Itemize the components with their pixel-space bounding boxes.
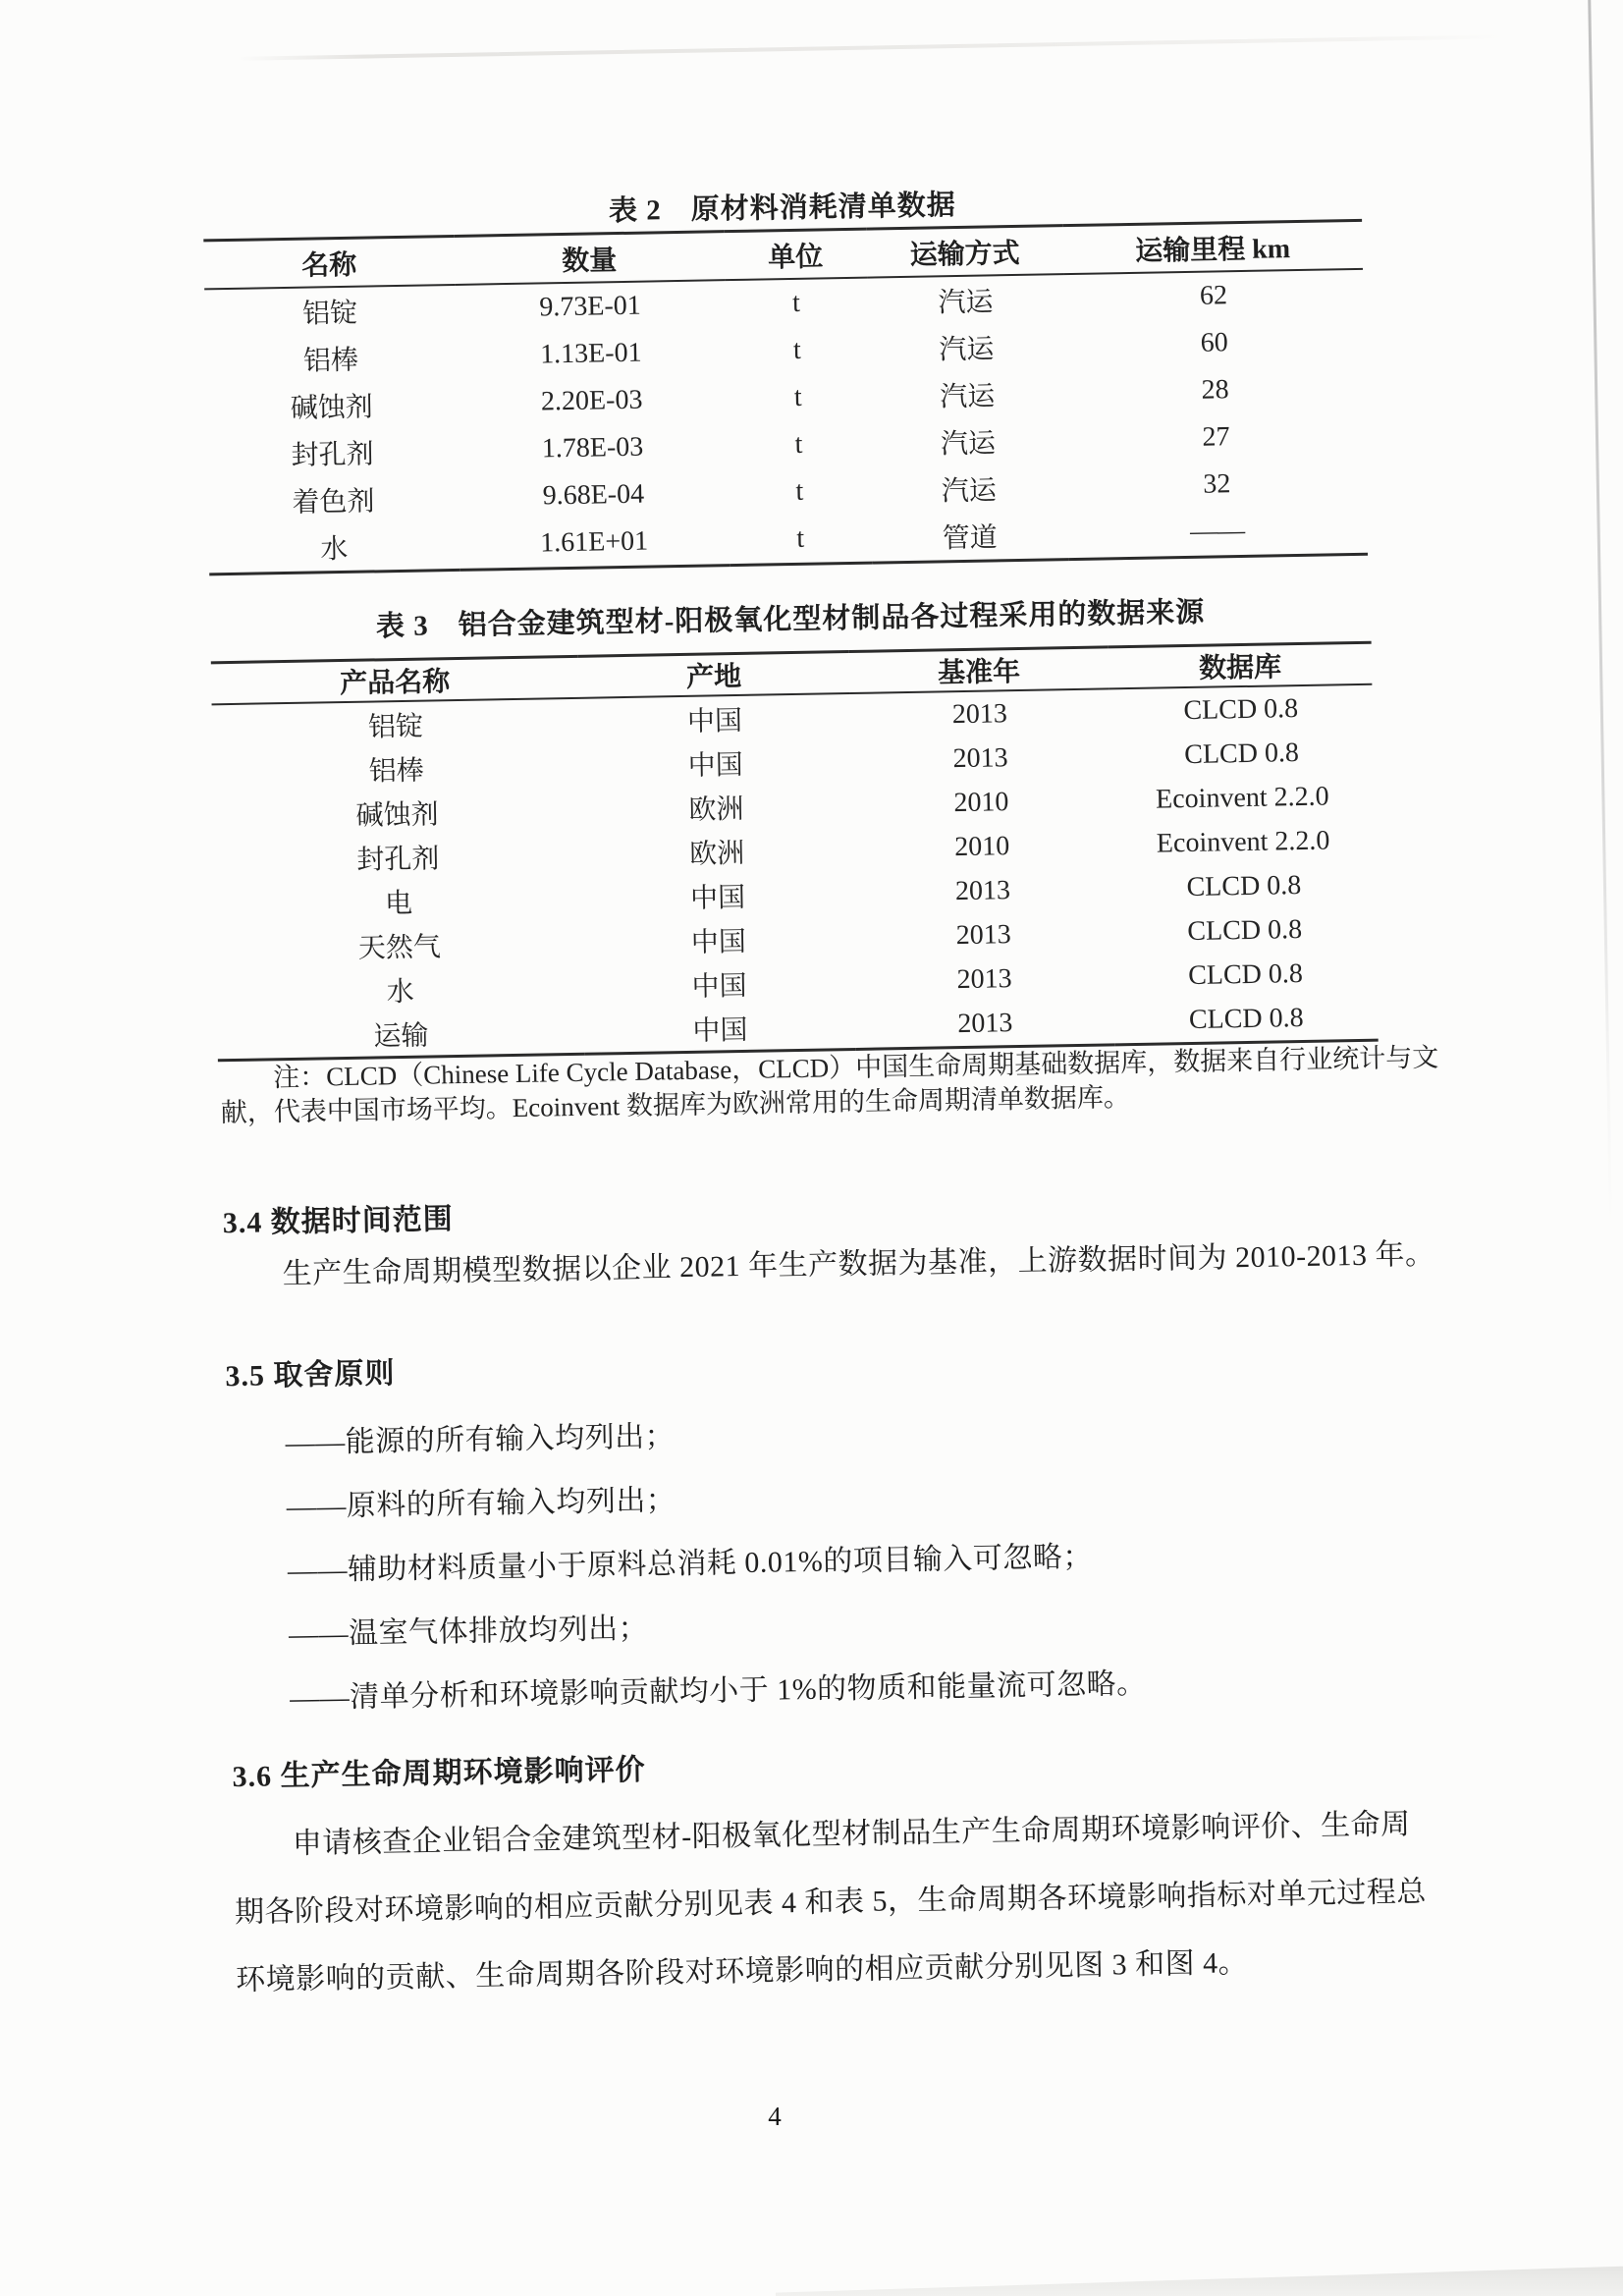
- table-cell: 着色剂: [292, 486, 375, 519]
- table-cell: 27: [1202, 421, 1230, 453]
- table-cell: 汽运: [938, 287, 994, 319]
- table-cell: CLCD 0.8: [1183, 737, 1300, 770]
- table-cell: t: [794, 428, 803, 460]
- table-cell: 中国: [689, 882, 746, 914]
- scan-fold-line-artifact: [1588, 0, 1612, 1230]
- table-cell: 2013: [954, 874, 1011, 906]
- table-cell: 32: [1203, 468, 1231, 500]
- table-cell: CLCD 0.8: [1183, 692, 1299, 726]
- table-cell: ——: [1189, 515, 1246, 547]
- table-cell: 1.78E-03: [541, 431, 644, 465]
- table-cell: 封孔剂: [291, 439, 374, 471]
- table-cell: 中国: [687, 749, 743, 782]
- column-header: 运输里程 km: [1062, 220, 1363, 274]
- table-cell: 铝棒: [368, 755, 425, 788]
- table-cell: CLCD 0.8: [1187, 913, 1303, 947]
- table-cell: 2013: [951, 697, 1008, 730]
- section-3-6-heading: 3.6 生产生命周期环境影响评价: [232, 1753, 646, 1794]
- table-cell: 中国: [691, 970, 747, 1003]
- table-cell: 电: [384, 888, 413, 919]
- column-header: 数量: [454, 232, 725, 285]
- table-cell: 中国: [690, 926, 747, 958]
- text-line: 注：CLCD（Chinese Life Cycle Database，CLCD）中国生命周期基础数据库，数据来自行业统计与文: [272, 1042, 1439, 1093]
- text-line: ——能源的所有输入均列出；: [285, 1420, 676, 1460]
- table-cell: 铝锭: [367, 711, 424, 743]
- table-cell: 2013: [952, 741, 1008, 774]
- table-cell: 2.20E-03: [540, 384, 643, 417]
- table-cell: 1.13E-01: [539, 337, 642, 370]
- table-cell: 铝锭: [301, 298, 358, 330]
- table-cell: CLCD 0.8: [1186, 869, 1302, 902]
- section-3-5-bullet-list: [285, 1412, 1146, 1716]
- column-header: 单位: [724, 229, 867, 280]
- table-cell: 铝棒: [302, 345, 359, 377]
- table-cell: t: [792, 334, 802, 365]
- table-cell: 中国: [692, 1014, 748, 1047]
- table-cell: 2013: [957, 1007, 1013, 1039]
- table3-caption: 表 3 铝合金建筑型材-阳极氧化型材制品各过程采用的数据来源: [375, 596, 1206, 643]
- table-cell: 60: [1200, 327, 1229, 358]
- table-cell: CLCD 0.8: [1188, 1002, 1304, 1035]
- table-cell: 28: [1201, 374, 1229, 406]
- table-cell: 2010: [953, 830, 1010, 862]
- column-header: 运输方式: [866, 226, 1063, 278]
- section-3-5-heading: 3.5 取舍原则: [225, 1357, 396, 1394]
- text-line: ——原料的所有输入均列出；: [286, 1484, 676, 1524]
- table-cell: 封孔剂: [356, 843, 440, 876]
- table-cell: 欧洲: [689, 838, 745, 870]
- table-cell: 水: [386, 976, 414, 1008]
- table-cell: 天然气: [357, 931, 442, 964]
- column-header: 基准年: [849, 647, 1109, 693]
- table-cell: 2010: [953, 786, 1009, 818]
- column-header: 数据库: [1109, 642, 1373, 688]
- table-cell: 2013: [955, 918, 1012, 951]
- text-line: ——辅助材料质量小于原料总消耗 0.01%的项目输入可忽略；: [287, 1540, 1094, 1588]
- table-cell: 汽运: [940, 428, 997, 461]
- table2-caption: 表 2 原材料消耗清单数据: [608, 190, 956, 228]
- table-cell: 2013: [956, 962, 1012, 995]
- table-cell: 汽运: [941, 475, 998, 508]
- table-cell: t: [795, 475, 804, 507]
- table-cell: 9.73E-01: [539, 290, 642, 323]
- text-line: 期各阶段对环境影响的相应贡献分别见表 4 和表 5，生命周期各环境影响指标对单元过程总: [234, 1875, 1428, 1930]
- table-cell: 欧洲: [688, 793, 744, 826]
- section-3-4-paragraph: 生产生命周期模型数据以企业 2021 年生产数据为基准，上游数据时间为 2010-2013 年。: [282, 1237, 1435, 1291]
- table-cell: 中国: [686, 705, 743, 738]
- table-cell: 运输: [373, 1020, 429, 1053]
- table2-body: [204, 269, 1368, 574]
- table-cell: 碱蚀剂: [355, 798, 439, 832]
- table-cell: 水: [320, 533, 349, 566]
- table-cell: 管道: [942, 522, 998, 555]
- table-cell: 汽运: [939, 381, 996, 413]
- table-cell: 碱蚀剂: [290, 392, 374, 424]
- table-cell: 62: [1199, 280, 1228, 311]
- table3-body: [212, 684, 1379, 1061]
- table-cell: t: [796, 522, 805, 554]
- text-line: ——温室气体排放均列出；: [288, 1612, 649, 1652]
- column-header: 产地: [578, 652, 850, 698]
- section-3-4-heading: 3.4 数据时间范围: [222, 1203, 455, 1240]
- table-cell: Ecoinvent 2.2.0: [1155, 781, 1329, 815]
- column-header: 名称: [203, 236, 455, 289]
- scan-smudge-artifact: [237, 34, 1503, 61]
- table-cell: t: [791, 287, 801, 318]
- text-line: 申请核查企业铝合金建筑型材-阳极氧化型材制品生产生命周期环境影响评价、生命周: [292, 1808, 1411, 1861]
- table-cell: CLCD 0.8: [1187, 957, 1304, 991]
- table-cell: Ecoinvent 2.2.0: [1156, 824, 1330, 859]
- text-line: 献，代表中国市场平均。Ecoinvent 数据库为欧洲常用的生命周期清单数据库。: [220, 1082, 1131, 1128]
- table-cell: 汽运: [939, 334, 995, 366]
- page-number: 4: [768, 2102, 782, 2131]
- table-cell: 9.68E-04: [542, 478, 645, 512]
- section-3-6-paragraph: [234, 1807, 1503, 1997]
- text-line: 环境影响的贡献、生命周期各阶段对环境影响的相应贡献分别见图 3 和图 4。: [235, 1946, 1249, 1997]
- text-line: ——清单分析和环境影响贡献均小于 1%的物质和能量流可忽略。: [289, 1667, 1147, 1716]
- column-header: 产品名称: [211, 656, 579, 704]
- table-cell: t: [793, 381, 802, 412]
- table-raw-material-consumption: [203, 219, 1368, 576]
- table-data-sources: [211, 641, 1379, 1063]
- table-cell: 1.61E+01: [540, 525, 649, 559]
